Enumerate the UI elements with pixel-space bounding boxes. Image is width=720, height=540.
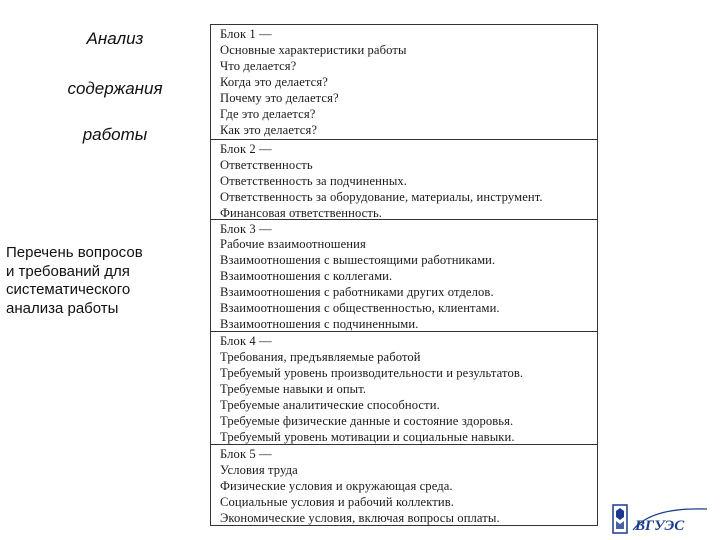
- block-3: [211, 219, 597, 332]
- description-line: и требований для: [6, 262, 130, 280]
- block-item: Ответственность за подчиненных.: [220, 174, 408, 188]
- block-1: [211, 25, 597, 139]
- block-item: Физические условия и окружающая среда.: [220, 479, 453, 493]
- block-item: Взаимоотношения с общественностью, клиентами.: [220, 301, 500, 315]
- block-heading: Блок 1 —: [220, 27, 272, 41]
- block-item: Финансовая ответственность.: [220, 206, 383, 220]
- block-item: Рабочие взаимоотношения: [220, 237, 366, 251]
- block-item: Ответственность за оборудование, материалы, инструмент.: [220, 190, 543, 204]
- block-item: Социальные условия и рабочий коллектив.: [220, 495, 455, 509]
- description-line: анализа работы: [6, 299, 119, 317]
- block-item: Экономические условия, включая вопросы оплаты.: [220, 511, 500, 525]
- block-item: Взаимоотношения с вышестоящими работниками.: [220, 253, 496, 267]
- block-heading: Блок 4 —: [220, 334, 272, 348]
- block-item: Требуемый уровень производительности и результатов.: [220, 366, 524, 380]
- block-5: [211, 444, 597, 525]
- block-item: Взаимоотношения с подчиненными.: [220, 317, 419, 331]
- description-line: систематического: [6, 281, 131, 298]
- block-heading: Блок 3 —: [220, 222, 272, 236]
- title-line-3: работы: [82, 125, 148, 144]
- description: [6, 244, 196, 318]
- block-item: Ответственность: [220, 158, 313, 172]
- university-logo: [611, 503, 711, 535]
- block-item: Почему это делается?: [220, 91, 339, 105]
- block-item: Когда это делается?: [220, 75, 328, 89]
- svg-text:ВГУЭС: ВГУЭС: [635, 518, 685, 534]
- block-item: Что делается?: [220, 59, 297, 73]
- block-heading: Блок 5 —: [220, 447, 272, 461]
- university-emblem-icon: [611, 503, 711, 535]
- block-item: Требуемые навыки и опыт.: [220, 382, 367, 396]
- block-item: Взаимоотношения с коллегами.: [220, 269, 393, 283]
- block-item: Требуемый уровень мотивации и социальные навыки.: [220, 430, 515, 444]
- block-item: Требуемые физические данные и состояние здоровья.: [220, 414, 514, 428]
- block-heading: Блок 2 —: [220, 142, 272, 156]
- block-2: [211, 139, 597, 220]
- block-item: Условия труда: [220, 463, 298, 477]
- description-line: Перечень вопросов: [6, 244, 143, 261]
- block-item: Основные характеристики работы: [220, 43, 407, 57]
- title-line-1: Анализ: [86, 29, 144, 48]
- questions-table: [210, 24, 598, 526]
- block-item: Где это делается?: [220, 107, 316, 121]
- block-4: [211, 331, 597, 445]
- title-line-2: содержания: [67, 79, 163, 98]
- block-item: Как это делается?: [220, 123, 318, 137]
- block-item: Взаимоотношения с работниками других отделов.: [220, 285, 494, 299]
- block-item: Требуемые аналитические способности.: [220, 398, 440, 412]
- block-item: Требования, предъявляемые работой: [220, 350, 421, 364]
